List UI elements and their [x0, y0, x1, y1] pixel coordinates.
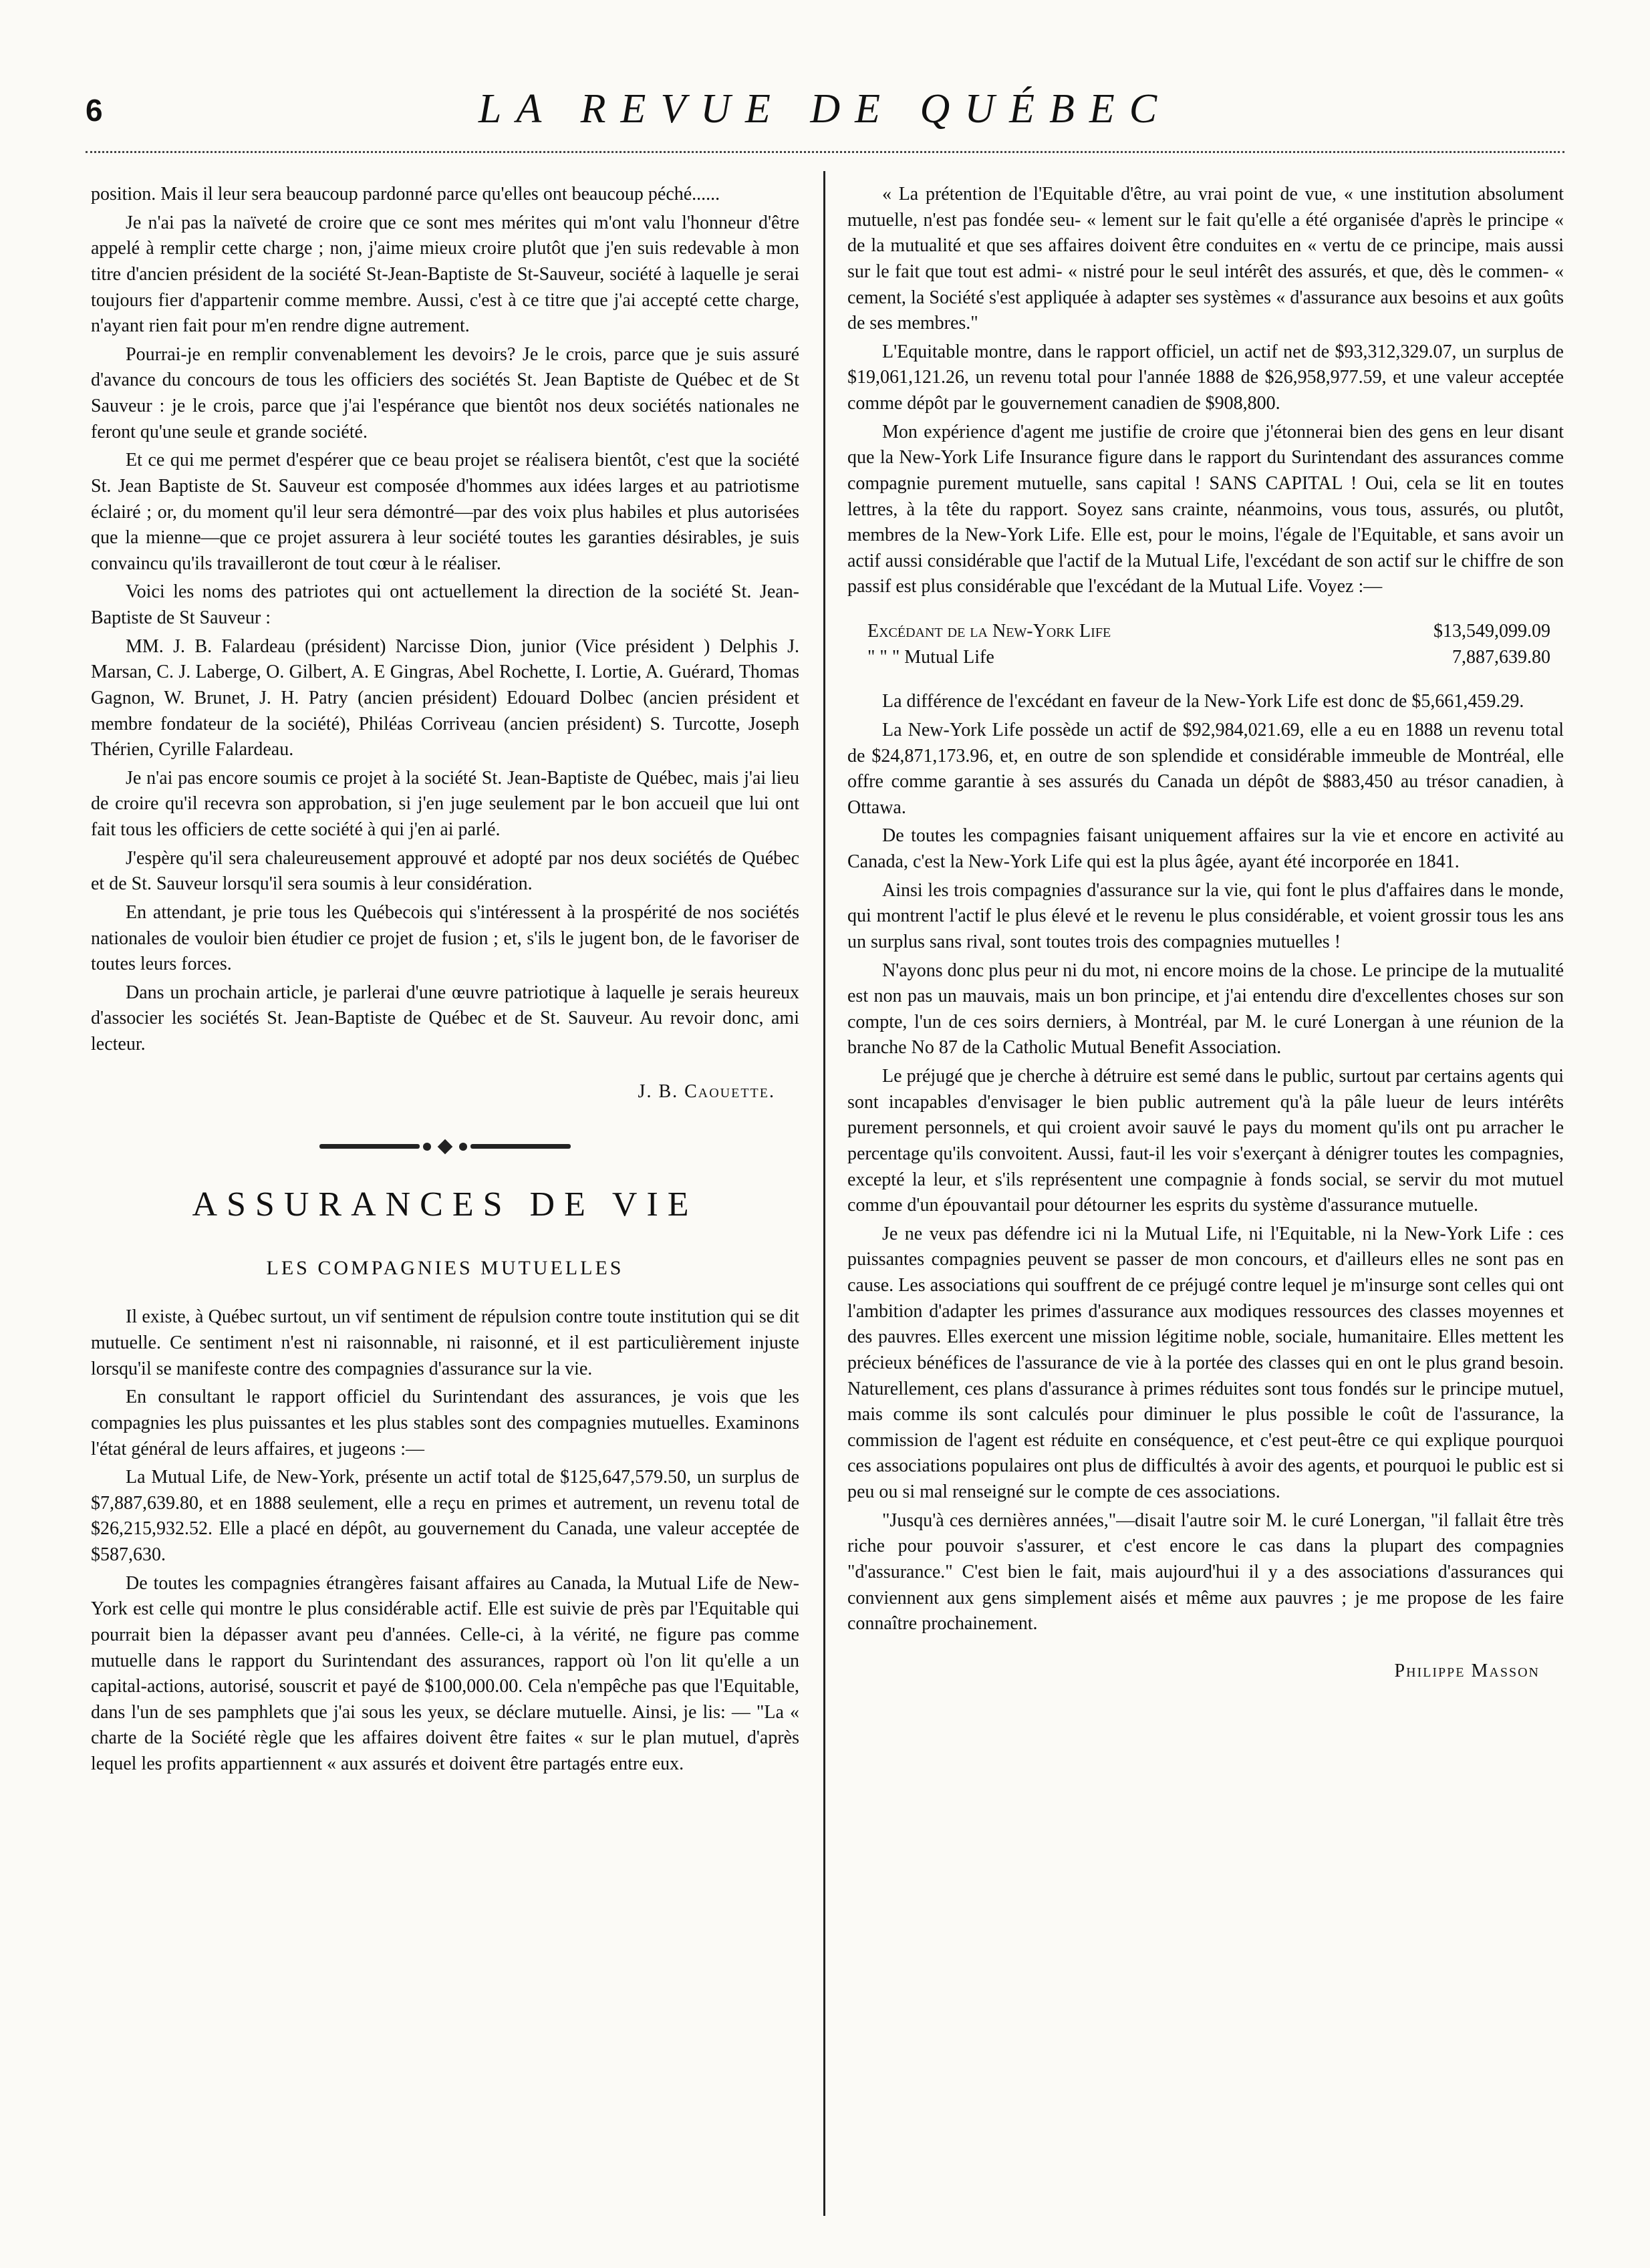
- section-title: ASSURANCES DE VIE: [192, 1185, 698, 1224]
- section-subtitle: LES COMPAGNIES MUTUELLES: [266, 1257, 624, 1279]
- paragraph: MM. J. B. Falardeau (président) Narcisse Dion, junior (Vice président ) Delphis J. Marsan, C. J. Laberge, O. Gilbert, A. E Gingras, Abel Rochette, I. Lortie, A. Guérard, Thomas Gagnon, W. Brunet, J. H. Patry (ancien président) Edouard Dolbec (ancien président et membre fondateur de la société), Philéas Corriveau (ancien président) S. Turcotte, Joseph Thérien, Cyrille Falardeau.: [91, 635, 799, 760]
- paragraph: Dans un prochain article, je parlerai d'une œuvre patriotique à laquelle je serais heureux d'associer les sociétés St. Jean-Baptiste de Québec et de St. Sauveur. Au revoir donc, ami lecteur.: [91, 982, 799, 1054]
- paragraph: De toutes les compagnies étrangères faisant affaires au Canada, la Mutual Life de New-York est celle qui montre le plus considérable actif. Elle est suivie de près par l'Equitable qui pourrait bien la dépasser avant peu d'années. Celle-ci, à la vérité, ne figure pas comme mutuelle dans le rapport du Surintendant des assurances, rapport où l'on lit qu'elle a un capital-actions, autorisé, souscrit et payé de $100,000.00. Cela n'empêche pas que l'Equitable, dans l'un de ses pamphlets que j'ai sous les yeux, se déclare mutuelle. Ainsi, je lis: — "La « charte de la Société règle que les affaires doivent être faites « sur le plan mutuel, d'après lequel les profits appartiennent « aux assurés et doivent être partagés entre eux.: [91, 1572, 799, 1775]
- paragraph: « La prétention de l'Equitable d'être, au vrai point de vue, « une institution absolument mutuelle, n'est pas fondée seu- « lement sur le fait qu'elle a été organisée d'après le principe « de la mutualité et que ses affaires doivent être conduites en « vertu de ce principe, mais aussi sur le fait que tout est admi- « nistré pour le seul intérêt des assurés, et que, dès le commen- « cement, la Société s'est appliquée à adapter ses systèmes « d'assurance aux besoins et aux goûts de ses membres.": [847, 184, 1564, 334]
- paragraph: Pourrai-je en remplir convenablement les devoirs? Je le crois, parce que je suis assuré d'avance du concours de tous les officiers des sociétés St. Jean Baptiste de Québec et de St Sauveur : je le crois, parce que j'ai l'espérance que bientôt nos deux sociétés nationales ne feront qu'une seule et grande société.: [91, 343, 799, 442]
- paragraph: En attendant, je prie tous les Québecois qui s'intéressent à la prospérité de nos sociétés nationales de vouloir bien étudier ce projet de fusion ; et, s'ils le jugent bon, de le favoriser de toutes leurs forces.: [91, 901, 799, 975]
- paragraph: L'Equitable montre, dans le rapport officiel, un actif net de $93,312,329.07, un surplus de $19,061,121.26, un revenu total pour l'année 1888 de $26,958,977.59, et une valeur acceptée comme dépôt par le gouvernement canadien de $908,800.: [847, 341, 1564, 414]
- paragraph: Voici les noms des patriotes qui ont actuellement la direction de la société St. Jean-Baptiste de St Sauveur :: [91, 581, 799, 628]
- paragraph: Ainsi les trois compagnies d'assurance sur la vie, qui font le plus d'affaires dans le monde, qui montrent l'actif le plus élevé et le revenu le plus considérable, et voient grossir tous les ans un surplus sans rival, sont toutes trois des compagnies mutuelles !: [847, 879, 1564, 952]
- table-value: 7,887,639.80: [1452, 646, 1550, 668]
- paragraph: Je ne veux pas défendre ici ni la Mutual Life, ni l'Equitable, ni la New-York Life : ces puissantes compagnies peuvent se passer de mon concours, et d'ailleurs elles ne sont pas en cause. Les associations qui souffrent de ce préjugé contre lequel je m'insurge sont celles qui ont l'ambition d'adapter les primes d'assurance aux modiques ressources des classes moyennes et des pauvres. Elles exercent une mission légitime noble, sociale, humanitaire. Elles mettent les précieux bénéfices de l'assurance de vie à la portée des classes qui en ont le plus grand besoin. Naturellement, ces plans d'assurance à primes réduites sont tous fondés sur le principe mutuel, mais comme ils sont calculés pour diminuer le plus possible le coût de l'assurance, la commission de l'agent est réduite en conséquence, et c'est peut-être ce qui explique pourquoi ces associations populaires ont plus de difficultés à avoir des agents, et pourquoi le public est si peu ou si mal renseigné sur le compte de ces associations.: [847, 1223, 1564, 1502]
- right-column: [847, 182, 1564, 1684]
- paragraph: La New-York Life possède un actif de $92,984,021.69, elle a eu en 1888 un revenu total de $24,871,173.96, et, en outre de son splendide et considérable immeuble de Montréal, elle offre comme garantie à ses assurés du Canada un dépôt de $883,450 au trésor canadien, à Ottawa.: [847, 719, 1564, 818]
- left-column: [91, 182, 799, 1780]
- paragraph: Et ce qui me permet d'espérer que ce beau projet se réalisera bientôt, c'est que la société St. Jean Baptiste de St. Sauveur est composée d'hommes aux idées larges et au patriotisme éclairé ; or, du moment qu'il leur sera démontré—par des voix plus habiles et plus autorisées que la mienne—que ce projet assurera à leur société toutes les garanties désirables, je suis convaincu qu'ils travailleront de tout cœur à le réaliser.: [91, 450, 799, 574]
- paragraph: En consultant le rapport officiel du Surintendant des assurances, je vois que les compagnies les plus puissantes et les plus stables sont des compagnies mutuelles. Examinons l'état général de leurs affaires, et jugeons :—: [91, 1387, 799, 1459]
- paragraph: De toutes les compagnies faisant uniquement affaires sur la vie et encore en activité au Canada, c'est la New-York Life qui est la plus âgée, ayant été incorporée en 1841.: [847, 825, 1564, 872]
- paragraph: Je n'ai pas encore soumis ce projet à la société St. Jean-Baptiste de Québec, mais j'ai lieu de croire qu'il recevra son approbation, si j'en juge seulement par le bon accueil que lui ont fait tous les officiers de cette société à qui j'en ai parlé.: [91, 767, 799, 840]
- paragraph: "Jusqu'à ces dernières années,"—disait l'autre soir M. le curé Lonergan, "il fallait être très riche pour pouvoir s'assurer, et c'est encore le cas dans la plupart des compagnies "d'assurance." C'est bien le fait, mais aujourd'hui il y a des associations d'assurances qui conviennent aux gens simplement aisés et même aux pauvres ; je me propose de les faire connaître prochainement.: [847, 1510, 1564, 1635]
- paragraph: Je n'ai pas la naïveté de croire que ce sont mes mérites qui m'ont valu l'honneur d'être appelé à remplir cette charge ; non, j'aime mieux croire plutôt que j'en suis redevable à mon titre d'ancien président de la société St-Jean-Baptiste de St-Sauveur, société à laquelle je serai toujours fier d'appartenir comme membre. Aussi, c'est à ce titre que j'ai accepté cette charge, n'ayant rien fait pour m'en rendre digne autrement.: [91, 212, 799, 337]
- signature-masson: Philippe Masson: [1394, 1660, 1540, 1681]
- table-label: " " " Mutual Life: [867, 646, 994, 668]
- paragraph: La différence de l'excédant en faveur de la New-York Life est donc de $5,661,459.29.: [882, 691, 1524, 712]
- paragraph: Mon expérience d'agent me justifie de croire que j'étonnerai bien des gens en leur disant que la New-York Life Insurance figure dans le rapport du Surintendant des assurances comme compagnie purement mutuelle, sans capital ! SANS CAPITAL ! Oui, cela se lit en toutes lettres, à la tête du rapport. Soyez sans crainte, néanmoins, vous tous, assurés, ou plutôt, membres de la New-York Life. Elle est, pour le moins, l'égale de l'Equitable, et sans avoir un actif aussi considérable que l'actif de la Mutual Life, l'excédant de son actif sur le chiffre de son passif est plus considérable que l'excédant de la Mutual Life. Voyez :—: [847, 421, 1564, 597]
- table-row: [867, 645, 1564, 671]
- section-ornament: [91, 1133, 799, 1150]
- running-title: LA REVUE DE QUÉBEC: [478, 86, 1172, 132]
- paragraph: N'ayons donc plus peur ni du mot, ni encore moins de la chose. Le principe de la mutualité est non pas un mauvais, mais un bon principe, et j'ai entendu dire d'excellentes choses sur son compte, l'un de ces soirs derniers, à Montréal, par M. le curé Lonergan à une réunion de la branche No 87 de la Catholic Mutual Benefit Association.: [847, 960, 1564, 1058]
- column-divider: [823, 171, 825, 2216]
- table-row: [867, 619, 1564, 645]
- table-label: Excédant de la New-York Life: [867, 621, 1111, 642]
- paragraph: position. Mais il leur sera beaucoup pardonné parce qu'elles ont beaucoup péché......: [91, 184, 720, 204]
- paragraph: La Mutual Life, de New-York, présente un actif total de $125,647,579.50, un surplus de $7,887,639.80, et en 1888 seulement, elle a reçu en primes et autrement, un revenu total de $26,215,932.52. Elle a placé en dépôt, au gouvernement du Canada, une valeur acceptée de $587,630.: [91, 1467, 799, 1566]
- page-number: 6: [86, 93, 103, 128]
- signature-caouette: J. B. Caouette.: [638, 1081, 775, 1102]
- header-rule: [86, 151, 1564, 153]
- paragraph: Le préjugé que je cherche à détruire est semé dans le public, surtout par certains agents qui sont incapables d'envisager le bien public autrement qu'à la pâle lueur de leurs intérêts purement personnels, et qui croient avoir sauvé le pays du moment qu'ils ont pu arracher le percentage qu'ils convoitent. Aussi, faut-il les voir s'exerçant à dénigrer toutes les compagnies, excepté la leur, et s'ils représentent une compagnie à fonds social, se servir du mot mutuel comme d'un épouvantail pour détourner les esprits du système d'assurance mutuelle.: [847, 1066, 1564, 1216]
- paragraph: J'espère qu'il sera chaleureusement approuvé et adopté par nos deux sociétés de Québec et de St. Sauveur lorsqu'il sera soumis à leur considération.: [91, 847, 799, 895]
- excedant-table: [867, 619, 1564, 670]
- table-value: $13,549,099.09: [1433, 621, 1550, 642]
- paragraph: Il existe, à Québec surtout, un vif sentiment de répulsion contre toute institution qui se dit mutuelle. Ce sentiment n'est ni raisonnable, ni raisonné, et il est particulièrement injuste lorsqu'il se manifeste contre des compagnies d'assurance sur la vie.: [91, 1306, 799, 1379]
